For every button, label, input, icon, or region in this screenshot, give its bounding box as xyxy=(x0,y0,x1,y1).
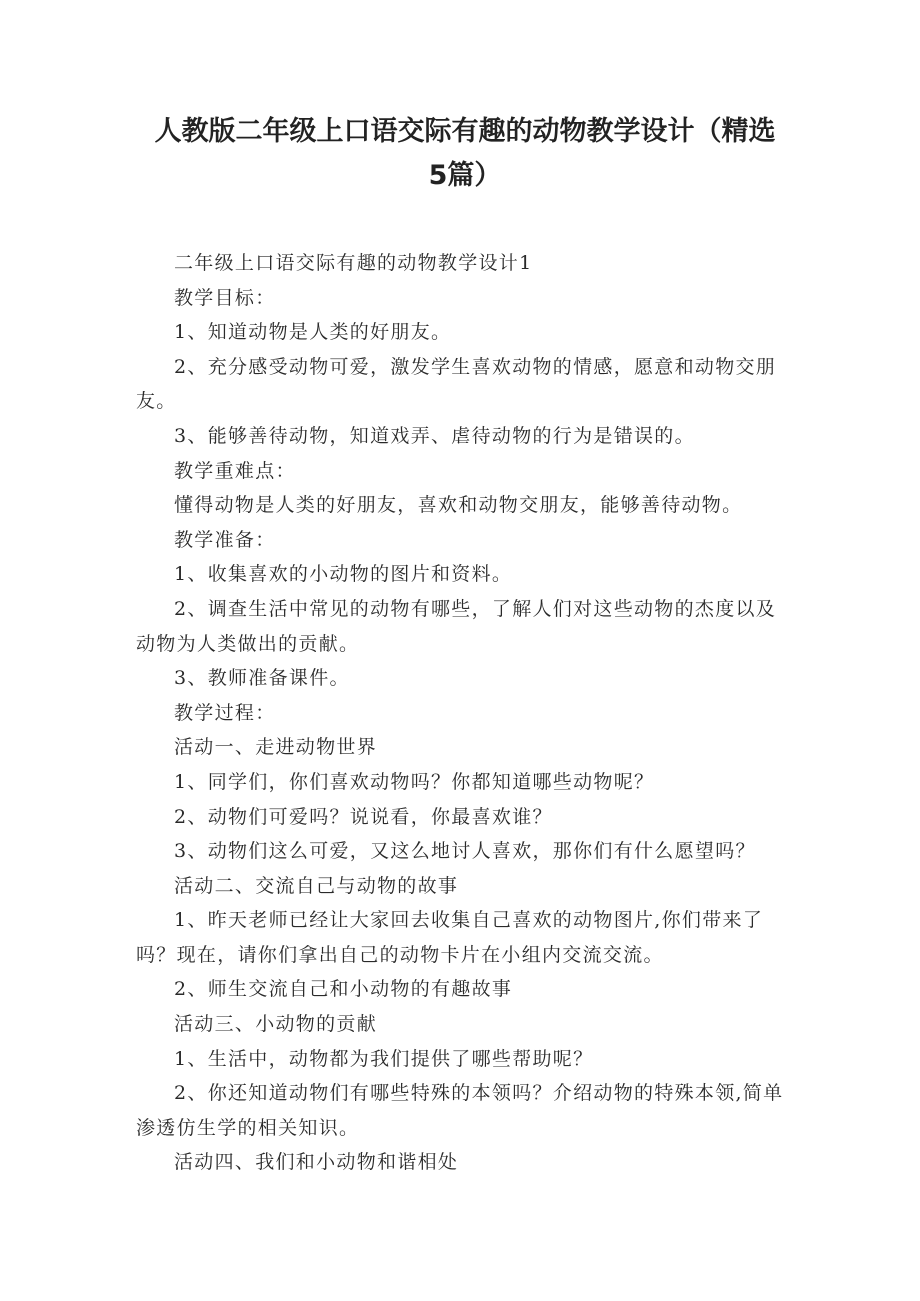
paragraph: 2、师生交流自己和小动物的有趣故事 xyxy=(174,978,513,1001)
paragraph: 3、能够善待动物，知道戏弄、虐待动物的行为是错误的。 xyxy=(174,424,695,447)
paragraph: 1、收集喜欢的小动物的图片和资料。 xyxy=(174,563,513,586)
paragraph: 活动二、交流自己与动物的故事 xyxy=(174,874,459,897)
paragraph: 教学准备： xyxy=(174,528,276,551)
paragraph: 2、充分感受动物可爱，激发学生喜欢动物的情感，愿意和动物交朋友。 xyxy=(136,355,777,413)
paragraph: 1、知道动物是人类的好朋友。 xyxy=(174,321,452,344)
paragraph: 1、生活中，动物都为我们提供了哪些帮助呢？ xyxy=(174,1047,594,1070)
paragraph: 活动三、小动物的贡献 xyxy=(174,1013,378,1036)
paragraph: 活动四、我们和小动物和谐相处 xyxy=(174,1151,459,1174)
paragraph: 2、调查生活中常见的动物有哪些，了解人们对这些动物的杰度以及动物为人类做出的贡献。 xyxy=(136,597,777,655)
paragraph: 1、昨天老师已经让大家回去收集自己喜欢的动物图片,你们带来了吗？现在，请你们拿出自己的动物卡片在小组内交流交流。 xyxy=(136,909,764,966)
paragraph: 2、你还知道动物们有哪些特殊的本领吗？介绍动物的特殊本领,简单渗透仿生学的相关知识。 xyxy=(136,1082,784,1139)
paragraph: 3、教师准备课件。 xyxy=(174,667,350,690)
document-title: 人教版二年级上口语交际有趣的动物教学设计（精选5篇） xyxy=(154,116,776,191)
paragraph: 3、动物们这么可爱，又这么地讨人喜欢，那你们有什么愿望吗？ xyxy=(174,840,756,863)
paragraph: 1、同学们，你们喜欢动物吗？你都知道哪些动物呢？ xyxy=(174,770,655,793)
paragraph: 2、动物们可爱吗？说说看，你最喜欢谁？ xyxy=(174,805,553,828)
section-heading: 二年级上口语交际有趣的动物教学设计1 xyxy=(174,252,533,274)
paragraph: 活动一、走进动物世界 xyxy=(174,736,378,759)
paragraph: 懂得动物是人类的好朋友，喜欢和动物交朋友，能够善待动物。 xyxy=(174,494,743,517)
paragraph: 教学过程： xyxy=(174,701,276,724)
paragraph: 教学重难点： xyxy=(174,459,296,482)
document-body xyxy=(136,246,790,1180)
paragraph: 教学目标： xyxy=(174,286,276,309)
